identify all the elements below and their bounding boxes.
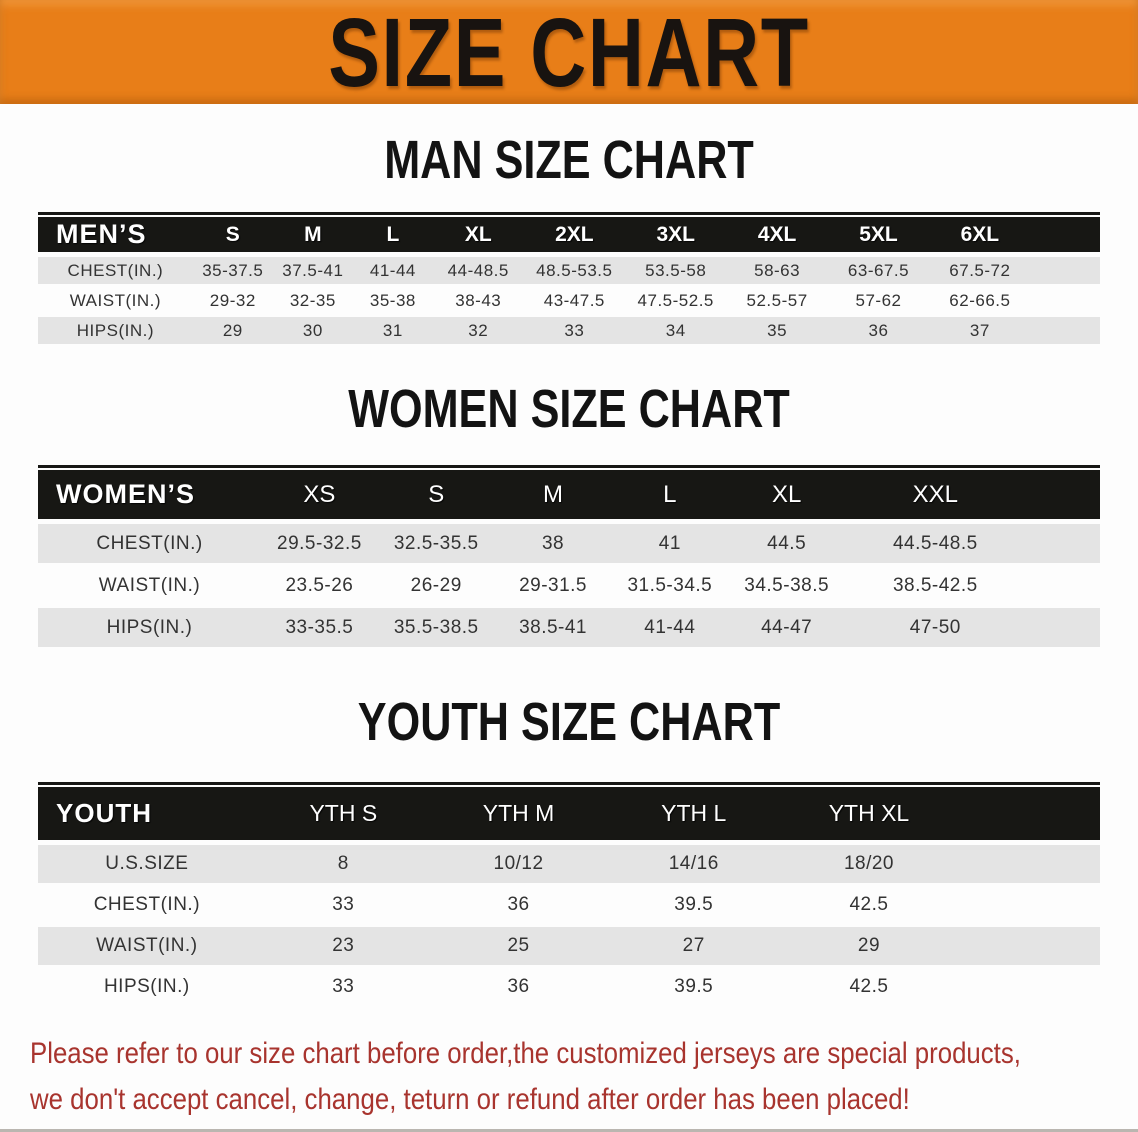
measure-value: 36 [431,886,606,927]
size-column-header: XS [261,468,378,524]
measure-row [38,317,1100,347]
measure-value: 37.5-41 [273,257,353,287]
measure-value: 31.5-34.5 [611,566,728,608]
measure-value: 27 [606,927,781,968]
measure-value: 35-37.5 [193,257,273,287]
measure-value: 32.5-35.5 [378,524,495,566]
order-notice [0,1031,1138,1123]
measure-row [38,566,1100,608]
measure-value: 31 [353,317,433,347]
size-column-header: XL [433,215,524,257]
table-group-label: WOMEN’S [38,468,261,524]
row-filler [957,845,1100,886]
size-column-header: 5XL [828,215,929,257]
measure-value: 42.5 [781,968,956,1009]
measure-value: 23.5-26 [261,566,378,608]
measure-row [38,968,1100,1009]
measure-label: CHEST(IN.) [38,886,256,927]
measure-value: 57-62 [828,287,929,317]
measure-row [38,287,1100,317]
measure-value: 58-63 [726,257,827,287]
notice-line-1-text: Please refer to our size chart before order,the customized jerseys are special products, [30,1037,1021,1070]
measure-value: 33 [524,317,625,347]
measure-value: 67.5-72 [929,257,1030,287]
measure-value: 43-47.5 [524,287,625,317]
measure-value: 26-29 [378,566,495,608]
row-filler [1031,257,1100,287]
size-column-header: S [378,468,495,524]
measure-value: 33-35.5 [261,608,378,650]
measure-value: 35 [726,317,827,347]
measure-value: 39.5 [606,886,781,927]
measure-value: 14/16 [606,845,781,886]
measure-value: 53.5-58 [625,257,726,287]
measure-value: 44.5-48.5 [845,524,1026,566]
measure-row [38,608,1100,650]
measure-label: HIPS(IN.) [38,317,193,347]
measure-row [38,886,1100,927]
measure-value: 44.5 [728,524,845,566]
size-column-header: YTH M [431,785,606,845]
size-table-header-row [38,215,1100,257]
banner-title: SIZE CHART [328,0,810,107]
measure-value: 32 [433,317,524,347]
size-column-header: 2XL [524,215,625,257]
measure-value: 10/12 [431,845,606,886]
measure-label: HIPS(IN.) [38,608,261,650]
men-size-table [38,212,1100,347]
measure-label: U.S.SIZE [38,845,256,886]
measure-value: 30 [273,317,353,347]
measure-value: 36 [828,317,929,347]
measure-value: 23 [256,927,431,968]
table-group-label: MEN’S [38,215,193,257]
measure-value: 38.5-42.5 [845,566,1026,608]
measure-row [38,845,1100,886]
women-size-table [38,465,1100,650]
measure-value: 47-50 [845,608,1026,650]
measure-row [38,257,1100,287]
women-section-heading-text: WOMEN SIZE CHART [348,379,790,439]
size-column-header: YTH S [256,785,431,845]
measure-value: 44-47 [728,608,845,650]
measure-label: CHEST(IN.) [38,524,261,566]
measure-value: 8 [256,845,431,886]
measure-value: 38 [495,524,612,566]
notice-line-1 [30,1031,1138,1077]
measure-value: 44-48.5 [433,257,524,287]
size-column-header: 3XL [625,215,726,257]
row-filler [1031,317,1100,347]
size-column-header: 4XL [726,215,827,257]
row-filler [1026,566,1100,608]
measure-value: 35-38 [353,287,433,317]
measure-value: 39.5 [606,968,781,1009]
header-filler [1026,468,1100,524]
youth-section-heading [0,692,1138,762]
measure-value: 18/20 [781,845,956,886]
header-filler [1031,215,1100,257]
measure-value: 29.5-32.5 [261,524,378,566]
men-section-heading-text: MAN SIZE CHART [384,130,754,190]
size-column-header: M [273,215,353,257]
women-section-heading [0,379,1138,449]
row-filler [957,968,1100,1009]
measure-value: 34 [625,317,726,347]
row-filler [1026,524,1100,566]
size-column-header: 6XL [929,215,1030,257]
measure-label: WAIST(IN.) [38,566,261,608]
size-column-header: YTH L [606,785,781,845]
measure-label: WAIST(IN.) [38,927,256,968]
measure-value: 29 [193,317,273,347]
row-filler [1031,287,1100,317]
measure-value: 29-32 [193,287,273,317]
measure-value: 25 [431,927,606,968]
measure-value: 48.5-53.5 [524,257,625,287]
measure-value: 35.5-38.5 [378,608,495,650]
measure-value: 37 [929,317,1030,347]
size-column-header: L [611,468,728,524]
measure-value: 38.5-41 [495,608,612,650]
row-filler [957,886,1100,927]
measure-value: 47.5-52.5 [625,287,726,317]
size-table-header-row [38,785,1100,845]
measure-value: 36 [431,968,606,1009]
measure-value: 62-66.5 [929,287,1030,317]
measure-value: 29-31.5 [495,566,612,608]
measure-value: 63-67.5 [828,257,929,287]
row-filler [1026,608,1100,650]
measure-row [38,927,1100,968]
measure-value: 29 [781,927,956,968]
measure-value: 41 [611,524,728,566]
measure-label: HIPS(IN.) [38,968,256,1009]
notice-line-2-text: we don't accept cancel, change, teturn or refund after order has been placed! [30,1083,910,1116]
size-column-header: XXL [845,468,1026,524]
table-group-label: YOUTH [38,785,256,845]
measure-value: 33 [256,886,431,927]
measure-value: 52.5-57 [726,287,827,317]
measure-value: 41-44 [353,257,433,287]
men-section-heading [0,130,1138,200]
size-column-header: L [353,215,433,257]
measure-value: 41-44 [611,608,728,650]
size-column-header: S [193,215,273,257]
measure-value: 32-35 [273,287,353,317]
header-filler [957,785,1100,845]
youth-section-heading-text: YOUTH SIZE CHART [357,692,781,752]
size-table-header-row [38,468,1100,524]
measure-value: 38-43 [433,287,524,317]
notice-line-2 [30,1077,1138,1123]
size-column-header: YTH XL [781,785,956,845]
measure-value: 33 [256,968,431,1009]
row-filler [957,927,1100,968]
measure-row [38,524,1100,566]
measure-label: CHEST(IN.) [38,257,193,287]
measure-label: WAIST(IN.) [38,287,193,317]
banner [0,0,1138,107]
measure-value: 42.5 [781,886,956,927]
size-column-header: XL [728,468,845,524]
size-column-header: M [495,468,612,524]
measure-value: 34.5-38.5 [728,566,845,608]
youth-size-table [38,782,1100,1009]
